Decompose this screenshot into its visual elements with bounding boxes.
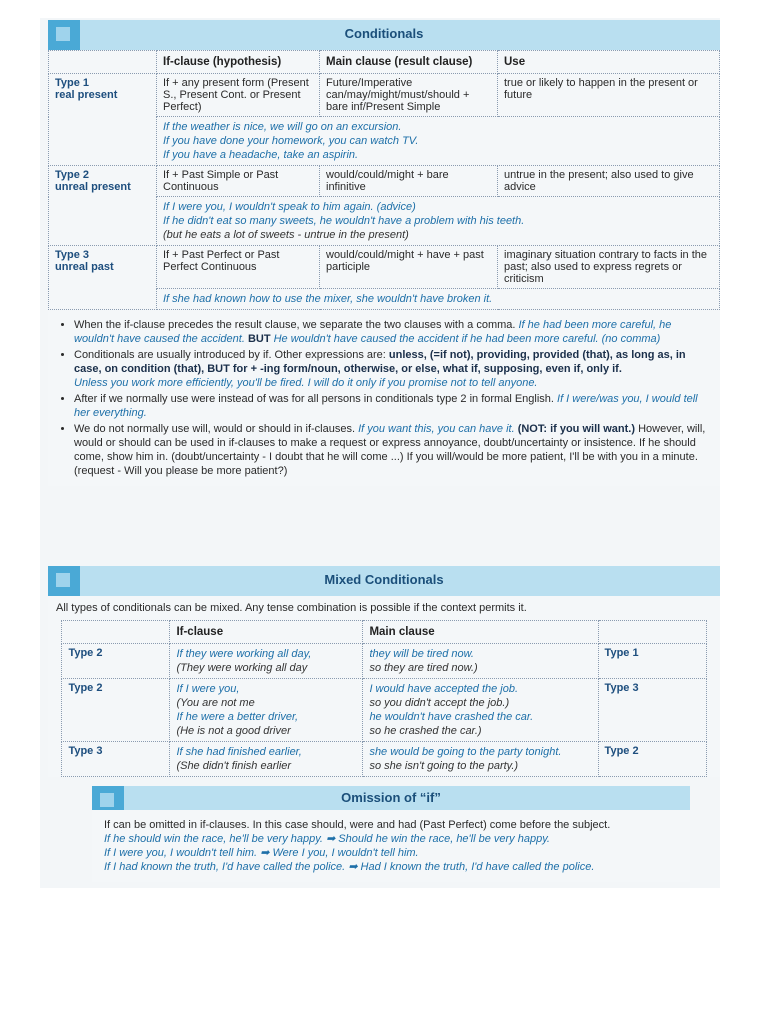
mixed-right-header: [598, 621, 706, 644]
mixed-row-2-main: [363, 679, 598, 742]
mixed-line: they will be tired now.: [369, 648, 474, 660]
mixed-row-3-main: [363, 742, 598, 777]
type-1-use: true or likely to happen in the present or future: [498, 74, 720, 117]
mixed-title: Mixed Conditionals: [324, 572, 444, 587]
note-example: If I were/was you, I would tell her everything.: [74, 393, 698, 419]
mixed-line: If they were working all day,: [176, 648, 312, 660]
omission-title-bar: [92, 786, 690, 810]
type-2-examples: [157, 197, 720, 246]
mixed-if-header: If-clause: [170, 621, 363, 644]
main-clause-header: Main clause (result clause): [320, 51, 498, 74]
mixed-row-1-right: Type 1: [598, 644, 706, 679]
conditionals-title: Conditionals: [344, 26, 424, 41]
type-3-label: [49, 246, 157, 310]
type-3-if-clause: If + Past Perfect or Past Perfect Continuous: [157, 246, 320, 289]
example-line: If you have done your homework, you can watch TV.: [163, 135, 419, 147]
mixed-main-header: Main clause: [363, 621, 598, 644]
mixed-row-2-if: [170, 679, 363, 742]
type-1-name: real present: [55, 89, 118, 101]
type-3-main-clause: would/could/might + have + past participle: [320, 246, 498, 289]
note-example: If you want this, you can have it.: [358, 423, 518, 435]
type-1-main-clause: Future/Imperative can/may/might/must/should + bare inf/Present Simple: [320, 74, 498, 117]
mixed-intro: All types of conditionals can be mixed. Any tense combination is possible if the context permits it.: [56, 602, 527, 614]
use-header: Use: [498, 51, 720, 74]
mixed-row-3-right: Type 2: [598, 742, 706, 777]
omission-line: If he should win the race, he'll be very happy. ➡ Should he win the race, he'll be very happy.: [104, 833, 550, 845]
mixed-row-1-if: [170, 644, 363, 679]
mixed-line: she would be going to the party tonight.: [369, 746, 562, 758]
mixed-table: [61, 620, 706, 777]
omission-panel: [92, 786, 690, 882]
note-text: After if we normally use were instead of was for all persons in conditionals type 2 in formal English.: [74, 393, 558, 405]
conditionals-panel: [48, 20, 720, 486]
type-1-number: Type 1: [55, 77, 90, 89]
example-line: If she had known how to use the mixer, she wouldn't have broken it.: [163, 293, 493, 305]
mixed-row-2-left: Type 2: [62, 679, 170, 742]
mixed-line: (She didn't finish earlier: [176, 760, 292, 772]
mixed-row-3-left: Type 3: [62, 742, 170, 777]
mixed-title-bar: [48, 566, 720, 596]
mixed-line: so she isn't going to the party.): [369, 760, 519, 772]
omission-line: If I were you, I wouldn't tell him. ➡ Were I you, I wouldn't tell him.: [104, 847, 419, 859]
mixed-conditionals-panel: [48, 566, 720, 777]
note-item: [74, 318, 710, 346]
type-2-name: unreal present: [55, 181, 131, 193]
type-2-if-clause: If + Past Simple or Past Continuous: [157, 166, 320, 197]
note-text: We do not normally use will, would or should in if-clauses.: [74, 423, 359, 435]
example-line: If you have a headache, take an aspirin.: [163, 149, 359, 161]
mixed-line: (They were working all day: [176, 662, 308, 674]
mixed-row-3-if: [170, 742, 363, 777]
type-3-number: Type 3: [55, 249, 90, 261]
mixed-line: he wouldn't have crashed the car.: [369, 711, 534, 723]
mixed-line: (He is not a good driver: [176, 725, 291, 737]
type-2-label: [49, 166, 157, 246]
note-bold: BUT: [247, 333, 274, 345]
type-2-use: untrue in the present; also used to give advice: [498, 166, 720, 197]
mixed-line: If I were you,: [176, 683, 240, 695]
example-line: (but he eats a lot of sweets - untrue in the present): [163, 229, 409, 241]
mixed-line: If he were a better driver,: [176, 711, 299, 723]
mixed-line: so you didn't accept the job.): [369, 697, 510, 709]
example-line: If the weather is nice, we will go on an excursion.: [163, 121, 402, 133]
note-text: Conditionals are usually introduced by if. Other expressions are:: [74, 349, 389, 361]
type-1-if-clause: If + any present form (Present S., Present Cont. or Present Perfect): [157, 74, 320, 117]
note-text: However, will, would or should can be used in if-clauses to make a request or express annoyance, doubt/uncertainty or insistence. If he should come, show him in. (doubt/uncertainty - I doubt that he will come ...) If you will/would be more patient, I'll be with you in a minute. (request - Will you please be more patient?): [74, 423, 706, 477]
omission-line: If I had known the truth, I'd have called the police. ➡ Had I known the truth, I'd have called the police.: [104, 861, 595, 873]
note-item: [74, 348, 710, 390]
type-3-name: unreal past: [55, 261, 114, 273]
type-1-examples: [157, 117, 720, 166]
note-text: When the if-clause precedes the result clause, we separate the two clauses with a comma.: [74, 319, 519, 331]
omission-body: [92, 810, 690, 882]
mixed-row-2-right: Type 3: [598, 679, 706, 742]
conditionals-table: [48, 50, 720, 310]
note-item: [74, 422, 710, 478]
mixed-left-header: [62, 621, 170, 644]
note-bold: (NOT: if you will want.): [517, 423, 639, 435]
type-3-examples: [157, 289, 720, 310]
omission-title: Omission of “if”: [341, 790, 441, 805]
type-2-number: Type 2: [55, 169, 90, 181]
type-3-use: imaginary situation contrary to facts in the past; also used to express regrets or criticism: [498, 246, 720, 289]
mixed-line: (You are not me: [176, 697, 255, 709]
mixed-line: If she had finished earlier,: [176, 746, 302, 758]
mixed-line: so they are tired now.): [369, 662, 478, 674]
example-line: If I were you, I wouldn't speak to him again. (advice): [163, 201, 416, 213]
mixed-row-1-main: [363, 644, 598, 679]
example-line: If he didn't eat so many sweets, he wouldn't have a problem with his teeth.: [163, 215, 525, 227]
mixed-line: I would have accepted the job.: [369, 683, 519, 695]
conditionals-title-bar: [48, 20, 720, 50]
type-header: [49, 51, 157, 74]
mixed-row-1-left: Type 2: [62, 644, 170, 679]
note-example: If he had been more careful, he wouldn't have caused the accident.: [74, 319, 672, 345]
note-bold: unless, (=if not), providing, provided (that), as long as, in case, on condition (that), BUT for + -ing form/noun, otherwise, or else, what if, supposing, even if, only if.: [74, 349, 686, 375]
mixed-line: so he crashed the car.): [369, 725, 482, 737]
note-example: Unless you work more efficiently, you'll be fired. I will do it only if you promise not to tell anyone.: [74, 377, 538, 389]
type-2-main-clause: would/could/might + bare infinitive: [320, 166, 498, 197]
note-item: [74, 392, 710, 420]
if-clause-header: If-clause (hypothesis): [157, 51, 320, 74]
note-example: He wouldn't have caused the accident if he had been more careful. (no comma): [273, 333, 661, 345]
type-1-label: [49, 74, 157, 166]
omission-intro: If can be omitted in if-clauses. In this case should, were and had (Past Perfect) come before the subject.: [104, 819, 611, 831]
conditionals-notes: [48, 310, 720, 486]
